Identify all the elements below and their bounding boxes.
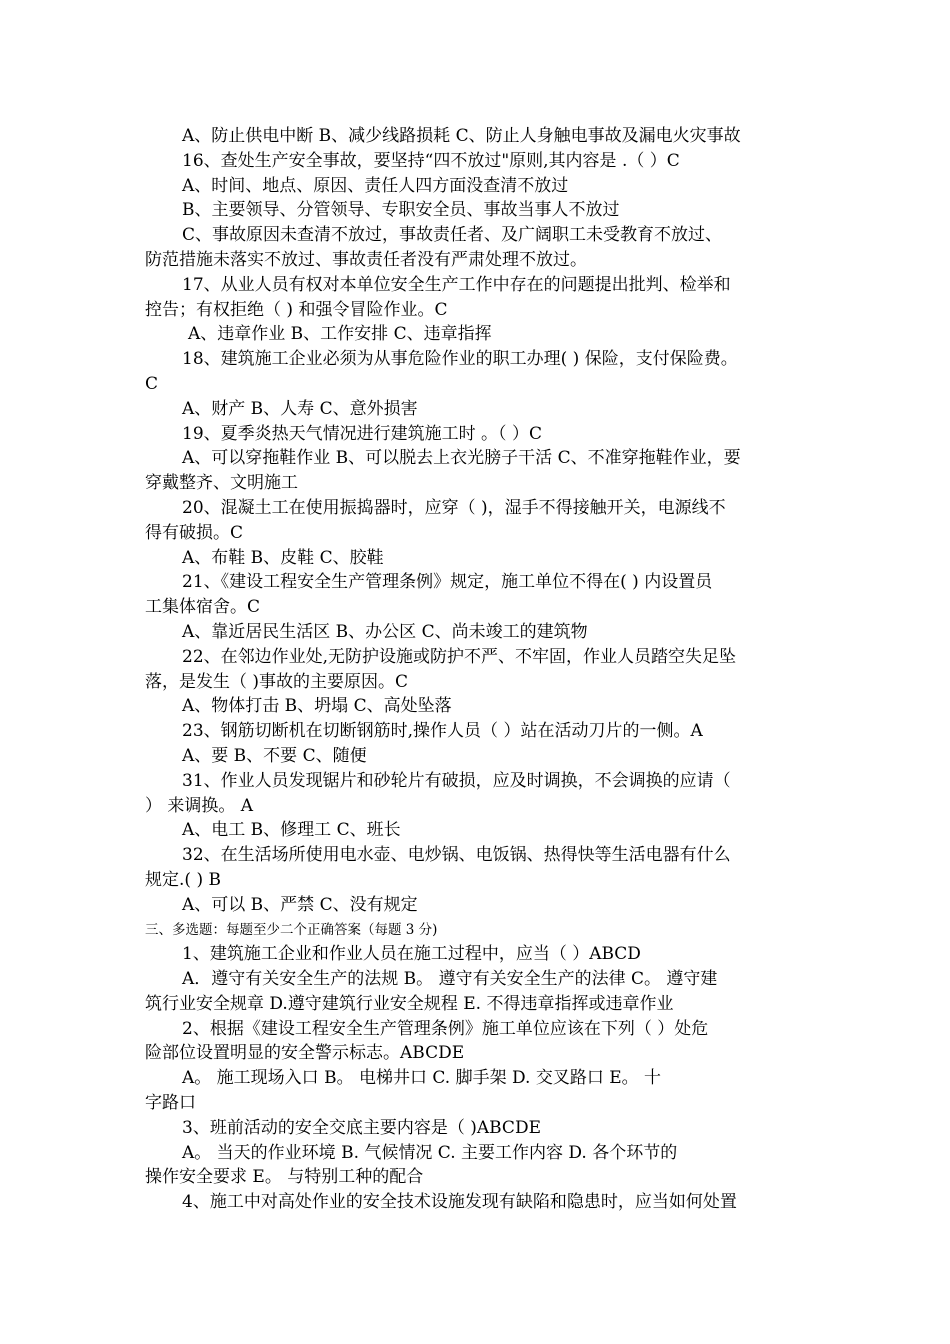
text-line: 16、查处生产安全事故，要坚持“四不放过"原则,其内容是 .（ ）C <box>182 150 680 171</box>
text-line: 操作安全要求 E。 与特别工种的配合 <box>145 1167 424 1188</box>
text-line: A、物体打击 B、坍塌 C、高处坠落 <box>182 696 452 717</box>
text-line: A、靠近居民生活区 B、办公区 C、尚未竣工的建筑物 <box>182 621 588 642</box>
text-line: 4、施工中对高处作业的安全技术设施发现有缺陷和隐患时，应当如何处置 <box>182 1192 737 1213</box>
text-line: 22、在邻边作业处,无防护设施或防护不严、不牢固，作业人员踏空失足坠 <box>182 646 737 667</box>
text-line: 19、夏季炎热天气情况进行建筑施工时 。（ ）C <box>182 423 542 444</box>
document-body <box>145 124 813 1215</box>
text-line: 3、班前活动的安全交底主要内容是（ )ABCDE <box>182 1117 541 1138</box>
text-line: 工集体宿舍。C <box>145 597 261 618</box>
text-line: A、可以 B、严禁 C、没有规定 <box>182 894 418 915</box>
text-line: 筑行业安全规章 D.遵守建筑行业安全规程 E. 不得违章指挥或违章作业 <box>145 993 674 1014</box>
text-line: 穿戴整齐、文明施工 <box>145 473 298 494</box>
text-line: C、事故原因未查清不放过，事故责任者、及广阔职工未受教育不放过、 <box>182 225 723 246</box>
text-line: A、财产 B、人寿 C、意外损害 <box>182 398 418 419</box>
text-line: A、要 B、不要 C、随便 <box>182 745 367 766</box>
text-line: C <box>145 373 159 394</box>
text-line: 三、多选题：每题至少二个正确答案（每题 3 分) <box>145 921 438 938</box>
text-line: 17、从业人员有权对本单位安全生产工作中存在的问题提出批判、检举和 <box>182 274 731 295</box>
text-line: 控告；有权拒绝（ ) 和强令冒险作业。C <box>145 299 448 320</box>
text-line: A、防止供电中断 B、减少线路损耗 C、防止人身触电事故及漏电火灾事故 <box>182 126 741 146</box>
text-line: 防范措施未落实不放过、事故责任者没有严肃处理不放过。 <box>145 249 587 270</box>
text-line: A、可以穿拖鞋作业 B、可以脱去上衣光膀子干活 C、不准穿拖鞋作业，要 <box>182 448 741 469</box>
text-line: B、主要领导、分管领导、专职安全员、事故当事人不放过 <box>182 200 620 221</box>
text-line: 31、作业人员发现锯片和砂轮片有破损，应及时调换，不会调换的应请（ <box>182 770 731 791</box>
text-line: 18、建筑施工企业必须为从事危险作业的职工办理( ) 保险，支付保险费。 <box>182 349 738 370</box>
text-line: 32、在生活场所使用电水壶、电炒锅、电饭锅、热得快等生活电器有什么 <box>182 845 731 866</box>
text-line: A。 施工现场入口 B。 电梯井口 C. 脚手架 D. 交叉路口 E。 十 <box>182 1068 662 1089</box>
text-line: 21、《建设工程安全生产管理条例》规定，施工单位不得在( ) 内设置员 <box>182 572 713 593</box>
text-line: 落，是发生（ )事故的主要原因。C <box>145 671 409 692</box>
text-line: 规定.( ) B <box>145 869 221 890</box>
text-line: A。 当天的作业环境 B. 气候情况 C. 主要工作内容 D. 各个环节的 <box>182 1142 678 1163</box>
text-line: A、时间、地点、原因、责任人四方面没查清不放过 <box>182 175 569 196</box>
text-line: A、布鞋 B、皮鞋 C、胶鞋 <box>182 547 384 568</box>
text-line: A、违章作业 B、工作安排 C、违章指挥 <box>188 324 492 345</box>
text-line: 1、建筑施工企业和作业人员在施工过程中，应当（ ）ABCD <box>182 944 641 965</box>
text-line: 险部位设置明显的安全警示标志。ABCDE <box>145 1043 465 1064</box>
text-line: 2、根据《建设工程安全生产管理条例》施工单位应该在下列（ ）处危 <box>182 1018 709 1039</box>
text-line: A、电工 B、修理工 C、班长 <box>182 820 401 841</box>
text-line: 字路口 <box>145 1093 196 1114</box>
text-line: 得有破损。C <box>145 522 244 543</box>
text-line: ） 来调换。 A <box>145 795 254 816</box>
text-line: A．遵守有关安全生产的法规 B。 遵守有关安全生产的法律 C。 遵守建 <box>182 969 718 990</box>
text-line: 23、钢筋切断机在切断钢筋时,操作人员（ ）站在活动刀片的一侧。A <box>182 721 703 742</box>
text-line: 20、混凝土工在使用振捣器时，应穿（ )，湿手不得接触开关，电源线不 <box>182 497 726 518</box>
